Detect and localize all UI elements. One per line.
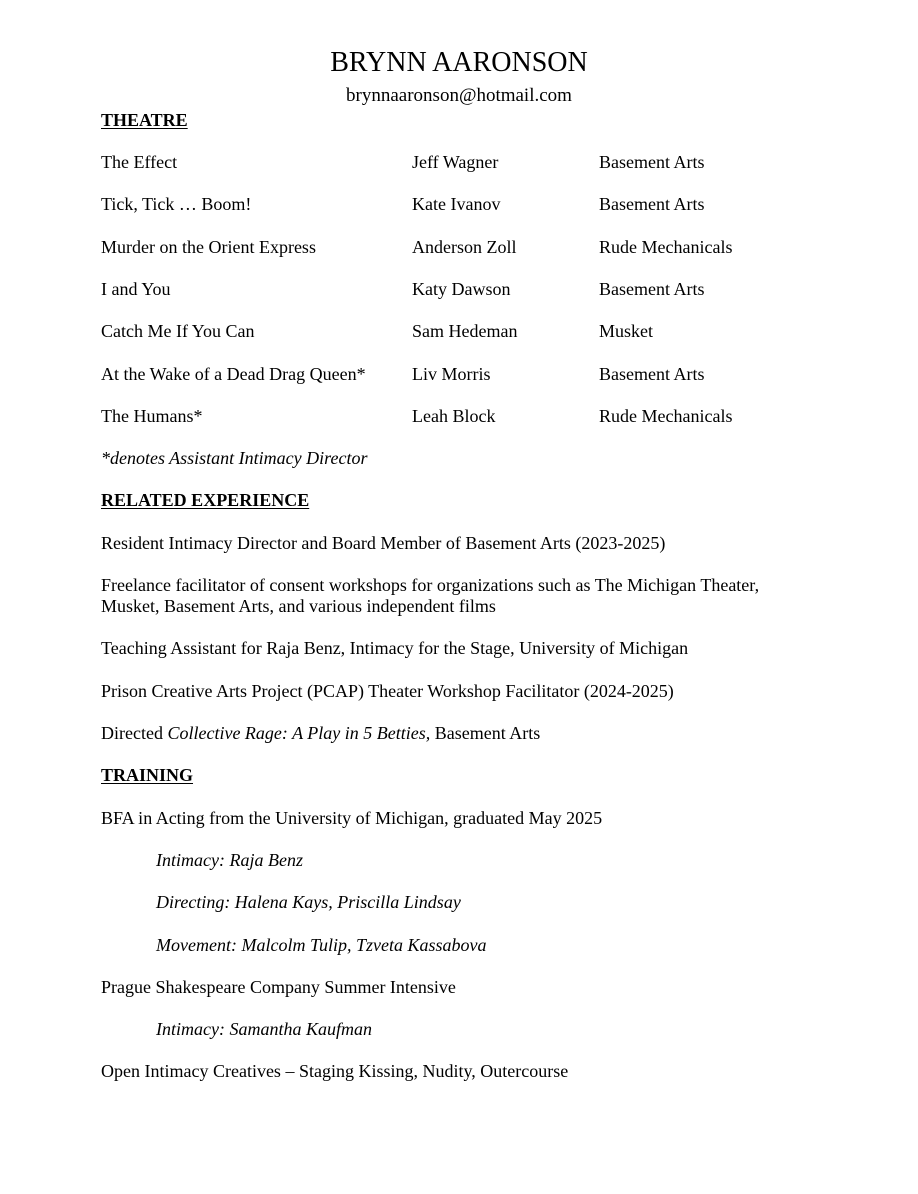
training-detail: Directing: Halena Kays, Priscilla Lindsay [156, 892, 461, 912]
theatre-heading: THEATRE [101, 110, 188, 130]
theatre-note: *denotes Assistant Intimacy Director [101, 448, 368, 468]
related-item: Resident Intimacy Director and Board Member of Basement Arts (2023-2025) [101, 533, 666, 553]
related-item: Prison Creative Arts Project (PCAP) Theater Workshop Facilitator (2024-2025) [101, 681, 674, 701]
training-oic: Open Intimacy Creatives – Staging Kissing, Nudity, Outercourse [101, 1061, 569, 1081]
training-detail: Intimacy: Samantha Kaufman [156, 1019, 372, 1039]
training-prague: Prague Shakespeare Company Summer Intensive [101, 977, 456, 997]
theatre-company: Basement Arts [599, 194, 705, 214]
theatre-director: Jeff Wagner [412, 152, 499, 172]
resume-name: BRYNN AARONSON [330, 47, 588, 78]
training-detail: Intimacy: Raja Benz [156, 850, 303, 870]
theatre-company: Rude Mechanicals [599, 406, 733, 426]
theatre-company: Musket [599, 321, 653, 341]
directed-item [101, 723, 540, 744]
theatre-title: At the Wake of a Dead Drag Queen* [101, 364, 366, 384]
theatre-director: Leah Block [412, 406, 496, 426]
theatre-title: Tick, Tick … Boom! [101, 194, 252, 214]
theatre-director: Katy Dawson [412, 279, 511, 299]
directed-suffix: Basement Arts [430, 723, 541, 743]
directed-prefix: Directed [101, 723, 168, 743]
theatre-director: Liv Morris [412, 364, 491, 384]
training-heading: TRAINING [101, 765, 194, 785]
theatre-title: I and You [101, 279, 171, 299]
training-bfa: BFA in Acting from the University of Michigan, graduated May 2025 [101, 808, 603, 828]
theatre-title: The Effect [101, 152, 178, 172]
theatre-title: Catch Me If You Can [101, 321, 255, 341]
theatre-title: Murder on the Orient Express [101, 237, 316, 257]
theatre-director: Anderson Zoll [412, 237, 517, 257]
theatre-company: Rude Mechanicals [599, 237, 733, 257]
related-experience-heading: RELATED EXPERIENCE [101, 490, 310, 510]
theatre-director: Kate Ivanov [412, 194, 501, 214]
training-detail: Movement: Malcolm Tulip, Tzveta Kassabova [156, 935, 487, 955]
theatre-company: Basement Arts [599, 152, 705, 172]
theatre-director: Sam Hedeman [412, 321, 518, 341]
related-item: Teaching Assistant for Raja Benz, Intimacy for the Stage, University of Michigan [101, 638, 689, 658]
email-address: brynnaaronson@hotmail.com [346, 85, 572, 106]
related-item: Freelance facilitator of consent workshops for organizations such as The Michigan Theater, [101, 575, 760, 595]
directed-title: Collective Rage: A Play in 5 Betties, [167, 723, 431, 743]
theatre-title: The Humans* [101, 406, 203, 426]
theatre-company: Basement Arts [599, 364, 705, 384]
theatre-company: Basement Arts [599, 279, 705, 299]
related-item-continued: Musket, Basement Arts, and various independent films [101, 596, 496, 616]
